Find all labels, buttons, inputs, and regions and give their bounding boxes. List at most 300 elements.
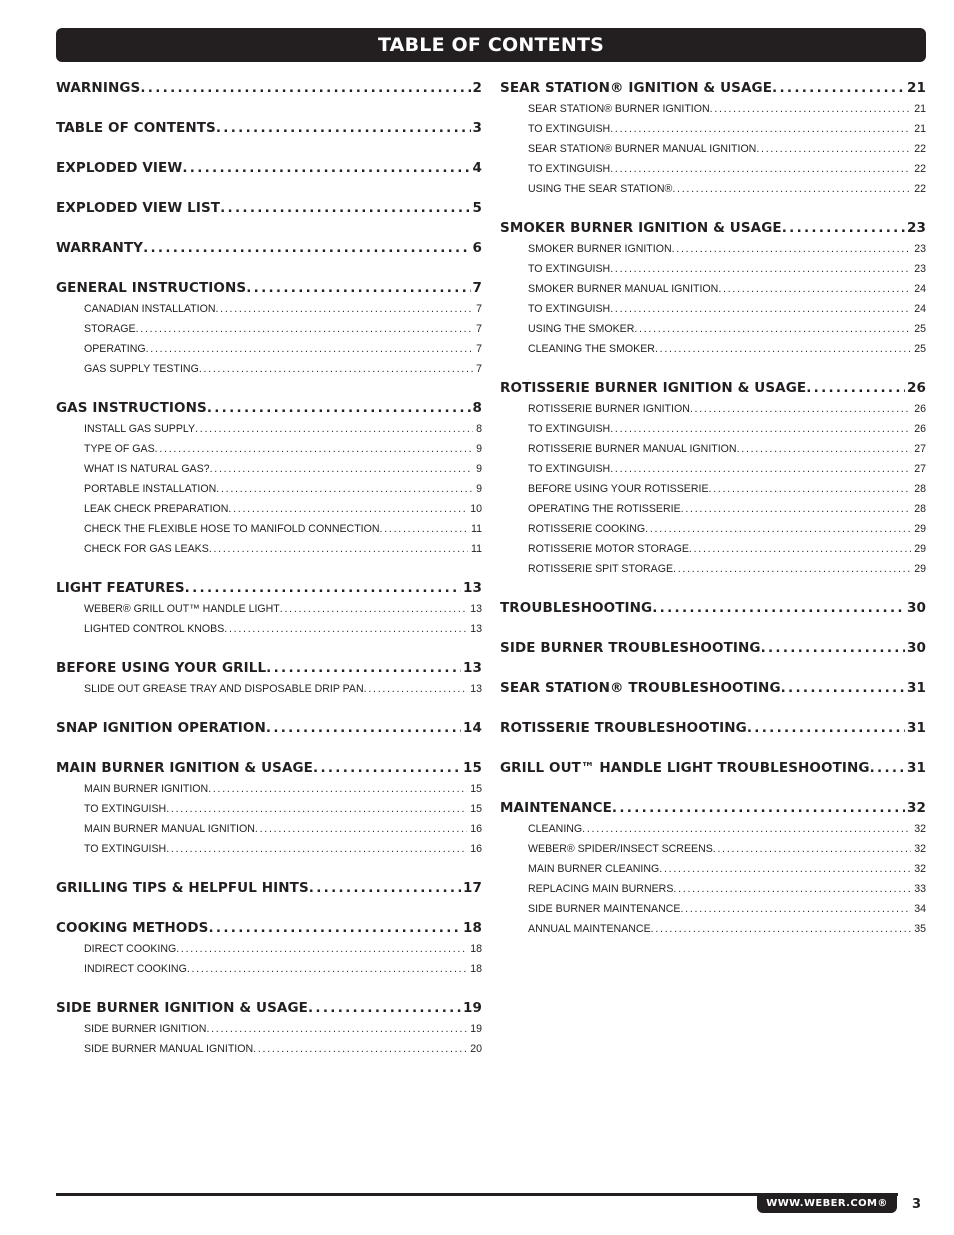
entry-label: SMOKER BURNER MANUAL IGNITION bbox=[528, 283, 719, 295]
page-ref: 19 bbox=[470, 1023, 482, 1035]
page-ref: 34 bbox=[914, 903, 926, 915]
dot-leader bbox=[737, 439, 912, 459]
dot-leader bbox=[187, 959, 467, 979]
dot-leader bbox=[710, 99, 912, 119]
dot-leader bbox=[224, 619, 467, 639]
toc-section-heading[interactable] bbox=[56, 758, 482, 779]
page-ref: 8 bbox=[472, 400, 482, 416]
entry-label: SIDE BURNER MANUAL IGNITION bbox=[84, 1043, 254, 1055]
dot-leader bbox=[690, 399, 911, 419]
page-ref: 10 bbox=[470, 503, 482, 515]
toc-section-heading[interactable] bbox=[56, 238, 482, 259]
page-ref: 17 bbox=[463, 880, 482, 896]
section-title: SNAP IGNITION OPERATION bbox=[56, 720, 266, 736]
toc-entry[interactable] bbox=[56, 479, 482, 499]
page-ref: 20 bbox=[470, 1043, 482, 1055]
toc-entry[interactable] bbox=[56, 839, 482, 859]
dot-leader bbox=[610, 159, 911, 179]
toc-section bbox=[56, 198, 482, 219]
page-ref: 29 bbox=[914, 543, 926, 555]
toc-section bbox=[56, 398, 482, 559]
toc-entry[interactable] bbox=[500, 459, 926, 479]
dot-leader bbox=[681, 499, 912, 519]
page-ref: 5 bbox=[472, 200, 482, 216]
dot-leader bbox=[645, 519, 911, 539]
toc-entry[interactable] bbox=[56, 519, 482, 539]
toc-entry[interactable] bbox=[56, 339, 482, 359]
page-ref: 18 bbox=[470, 943, 482, 955]
section-title: GRILLING TIPS & HELPFUL HINTS bbox=[56, 880, 309, 896]
entry-label: INDIRECT COOKING bbox=[84, 963, 187, 975]
dot-leader bbox=[673, 559, 911, 579]
toc-entry[interactable] bbox=[500, 419, 926, 439]
section-title: MAIN BURNER IGNITION & USAGE bbox=[56, 760, 314, 776]
dot-leader bbox=[610, 259, 911, 279]
page-ref: 26 bbox=[914, 403, 926, 415]
toc-section-heading[interactable] bbox=[56, 998, 482, 1019]
toc-entry[interactable] bbox=[500, 319, 926, 339]
dot-leader bbox=[228, 499, 467, 519]
toc-section-heading[interactable] bbox=[500, 378, 926, 399]
section-title: SIDE BURNER IGNITION & USAGE bbox=[56, 1000, 308, 1016]
toc-section-heading[interactable] bbox=[56, 718, 482, 739]
toc-section bbox=[500, 218, 926, 359]
page-ref: 9 bbox=[476, 443, 482, 455]
footer-url[interactable]: WWW.WEBER.COM® bbox=[766, 1197, 888, 1209]
page-ref: 35 bbox=[914, 923, 926, 935]
dot-leader bbox=[610, 419, 911, 439]
page-ref: 31 bbox=[907, 720, 926, 736]
toc-entry[interactable] bbox=[56, 819, 482, 839]
section-title: GAS INSTRUCTIONS bbox=[56, 400, 207, 416]
dot-leader bbox=[209, 918, 462, 939]
toc-entry[interactable] bbox=[56, 439, 482, 459]
page-ref: 25 bbox=[914, 323, 926, 335]
page-ref: 11 bbox=[471, 543, 482, 555]
entry-label: ROTISSERIE MOTOR STORAGE bbox=[528, 543, 689, 555]
toc-entry[interactable] bbox=[500, 879, 926, 899]
toc-entry[interactable] bbox=[500, 259, 926, 279]
page-ref: 31 bbox=[907, 760, 926, 776]
page-ref: 21 bbox=[914, 123, 926, 135]
toc-section bbox=[500, 598, 926, 619]
toc-section-heading[interactable] bbox=[56, 398, 482, 419]
page-ref: 7 bbox=[476, 303, 482, 315]
page-ref: 31 bbox=[907, 680, 926, 696]
page-title-bar bbox=[56, 28, 926, 62]
toc-entry[interactable] bbox=[500, 539, 926, 559]
entry-label: BEFORE USING YOUR ROTISSERIE bbox=[528, 483, 709, 495]
dot-leader bbox=[680, 899, 911, 919]
dot-leader bbox=[166, 799, 467, 819]
toc-entry[interactable] bbox=[500, 399, 926, 419]
entry-label: ROTISSERIE SPIT STORAGE bbox=[528, 563, 674, 575]
dot-leader bbox=[806, 378, 905, 399]
page-ref: 3 bbox=[472, 120, 482, 136]
entry-label: SIDE BURNER IGNITION bbox=[84, 1023, 207, 1035]
dot-leader bbox=[143, 238, 470, 259]
entry-label: MAIN BURNER CLEANING bbox=[528, 863, 660, 875]
toc-entry[interactable] bbox=[56, 779, 482, 799]
entry-label: WHAT IS NATURAL GAS? bbox=[84, 463, 210, 475]
entry-label: TO EXTINGUISH bbox=[528, 263, 611, 275]
dot-leader bbox=[582, 819, 911, 839]
footer-url-tag bbox=[757, 1193, 897, 1213]
page-ref: 27 bbox=[914, 443, 926, 455]
page-ref: 7 bbox=[476, 363, 482, 375]
toc-entry[interactable] bbox=[56, 539, 482, 559]
entry-label: CHECK THE FLEXIBLE HOSE TO MANIFOLD CONNECTION bbox=[84, 523, 380, 535]
dot-leader bbox=[612, 798, 905, 819]
toc-section-heading[interactable] bbox=[500, 638, 926, 659]
section-title: BEFORE USING YOUR GRILL bbox=[56, 660, 267, 676]
toc-entry[interactable] bbox=[500, 279, 926, 299]
page-ref: 21 bbox=[914, 103, 926, 115]
page-ref: 24 bbox=[914, 303, 926, 315]
toc-section-heading[interactable] bbox=[500, 598, 926, 619]
page-ref: 7 bbox=[476, 323, 482, 335]
dot-leader bbox=[207, 398, 471, 419]
section-title: COOKING METHODS bbox=[56, 920, 209, 936]
toc-section-heading[interactable] bbox=[500, 758, 926, 779]
entry-label: TO EXTINGUISH bbox=[528, 163, 611, 175]
toc-section-heading[interactable] bbox=[500, 218, 926, 239]
page-ref: 8 bbox=[476, 423, 482, 435]
page-ref: 2 bbox=[472, 80, 482, 96]
entry-label: SEAR STATION® BURNER IGNITION bbox=[528, 103, 710, 115]
toc-entry[interactable] bbox=[56, 679, 482, 699]
toc-section bbox=[56, 158, 482, 179]
page-ref: 15 bbox=[463, 760, 482, 776]
entry-label: USING THE SMOKER bbox=[528, 323, 635, 335]
toc-entry[interactable] bbox=[500, 559, 926, 579]
page-ref: 15 bbox=[470, 803, 482, 815]
toc-section-heading[interactable] bbox=[56, 578, 482, 599]
entry-label: WEBER® GRILL OUT™ HANDLE LIGHT bbox=[84, 603, 280, 615]
toc-section-heading[interactable] bbox=[56, 198, 482, 219]
toc-entry[interactable] bbox=[56, 619, 482, 639]
entry-label: LEAK CHECK PREPARATION bbox=[84, 503, 229, 515]
dot-leader bbox=[772, 78, 905, 99]
page-ref: 15 bbox=[470, 783, 482, 795]
section-title: EXPLODED VIEW bbox=[56, 160, 183, 176]
page-ref: 7 bbox=[476, 343, 482, 355]
toc-entry[interactable] bbox=[500, 819, 926, 839]
page-ref: 13 bbox=[463, 580, 482, 596]
section-title: LIGHT FEATURES bbox=[56, 580, 185, 596]
dot-leader bbox=[182, 158, 470, 179]
dot-leader bbox=[610, 459, 911, 479]
dot-leader bbox=[140, 78, 470, 99]
page-ref: 22 bbox=[914, 143, 926, 155]
toc-section-heading[interactable] bbox=[500, 678, 926, 699]
page-ref: 9 bbox=[476, 463, 482, 475]
page-ref: 19 bbox=[463, 1000, 482, 1016]
entry-label: TO EXTINGUISH bbox=[528, 303, 611, 315]
toc-section-heading[interactable] bbox=[56, 78, 482, 99]
page-ref: 28 bbox=[914, 503, 926, 515]
toc-section-heading[interactable] bbox=[56, 878, 482, 899]
entry-label: REPLACING MAIN BURNERS bbox=[528, 883, 674, 895]
page-ref: 13 bbox=[470, 603, 482, 615]
dot-leader bbox=[718, 279, 911, 299]
entry-label: USING THE SEAR STATION® bbox=[528, 183, 673, 195]
dot-leader bbox=[781, 678, 905, 699]
section-title: WARNINGS bbox=[56, 80, 141, 96]
dot-leader bbox=[220, 198, 470, 219]
toc-entry[interactable] bbox=[500, 299, 926, 319]
dot-leader bbox=[215, 299, 473, 319]
page-ref: 14 bbox=[463, 720, 482, 736]
section-title: GRILL OUT™ HANDLE LIGHT TROUBLESHOOTING bbox=[500, 760, 870, 776]
entry-label: DIRECT COOKING bbox=[84, 943, 177, 955]
section-title: SMOKER BURNER IGNITION & USAGE bbox=[500, 220, 782, 236]
toc-section bbox=[500, 378, 926, 579]
toc-section-heading[interactable] bbox=[56, 918, 482, 939]
dot-leader bbox=[713, 839, 911, 859]
toc-section bbox=[56, 758, 482, 859]
entry-label: INSTALL GAS SUPPLY bbox=[84, 423, 196, 435]
entry-label: CANADIAN INSTALLATION bbox=[84, 303, 216, 315]
dot-leader bbox=[280, 599, 467, 619]
section-title: GENERAL INSTRUCTIONS bbox=[56, 280, 247, 296]
dot-leader bbox=[672, 239, 912, 259]
dot-leader bbox=[166, 839, 467, 859]
dot-leader bbox=[208, 779, 467, 799]
dot-leader bbox=[651, 919, 912, 939]
entry-label: CHECK FOR GAS LEAKS bbox=[84, 543, 209, 555]
toc-section bbox=[500, 678, 926, 699]
dot-leader bbox=[610, 299, 911, 319]
toc-entry[interactable] bbox=[500, 859, 926, 879]
toc-section bbox=[56, 578, 482, 639]
dot-leader bbox=[313, 758, 461, 779]
toc-right-column bbox=[500, 78, 926, 958]
dot-leader bbox=[761, 638, 905, 659]
toc-section-heading[interactable] bbox=[500, 78, 926, 99]
section-title: TROUBLESHOOTING bbox=[500, 600, 653, 616]
page-title: TABLE OF CONTENTS bbox=[377, 34, 604, 56]
section-title: SIDE BURNER TROUBLESHOOTING bbox=[500, 640, 761, 656]
toc-entry[interactable] bbox=[56, 299, 482, 319]
toc-entry[interactable] bbox=[500, 519, 926, 539]
page-ref: 23 bbox=[914, 263, 926, 275]
entry-label: WEBER® SPIDER/INSECT SCREENS bbox=[528, 843, 713, 855]
entry-label: PORTABLE INSTALLATION bbox=[84, 483, 217, 495]
entry-label: TO EXTINGUISH bbox=[528, 423, 611, 435]
toc-entry[interactable] bbox=[56, 1019, 482, 1039]
toc-entry[interactable] bbox=[500, 919, 926, 939]
entry-label: MAIN BURNER IGNITION bbox=[84, 783, 209, 795]
page-ref: 23 bbox=[907, 220, 926, 236]
entry-label: OPERATING bbox=[84, 343, 146, 355]
page-ref: 26 bbox=[914, 423, 926, 435]
toc-entry[interactable] bbox=[500, 159, 926, 179]
page-ref: 16 bbox=[470, 843, 482, 855]
dot-leader bbox=[782, 218, 905, 239]
toc-section-heading[interactable] bbox=[56, 118, 482, 139]
page-ref: 29 bbox=[914, 523, 926, 535]
page-ref: 29 bbox=[914, 563, 926, 575]
toc-section bbox=[56, 238, 482, 259]
page-ref: 25 bbox=[914, 343, 926, 355]
dot-leader bbox=[210, 459, 474, 479]
page-ref: 9 bbox=[476, 483, 482, 495]
page-ref: 13 bbox=[470, 683, 482, 695]
toc-entry[interactable] bbox=[56, 959, 482, 979]
entry-label: STORAGE bbox=[84, 323, 136, 335]
entry-label: CLEANING THE SMOKER bbox=[528, 343, 655, 355]
page-ref: 23 bbox=[914, 243, 926, 255]
entry-label: SIDE BURNER MAINTENANCE bbox=[528, 903, 681, 915]
section-title: ROTISSERIE BURNER IGNITION & USAGE bbox=[500, 380, 807, 396]
page-ref: 32 bbox=[914, 823, 926, 835]
toc-entry[interactable] bbox=[500, 179, 926, 199]
toc-entry[interactable] bbox=[500, 479, 926, 499]
dot-leader bbox=[136, 319, 473, 339]
dot-leader bbox=[185, 578, 461, 599]
section-title: SEAR STATION® IGNITION & USAGE bbox=[500, 80, 773, 96]
dot-leader bbox=[246, 278, 470, 299]
page-ref: 11 bbox=[471, 523, 482, 535]
entry-label: TO EXTINGUISH bbox=[84, 803, 167, 815]
dot-leader bbox=[659, 859, 911, 879]
page-ref: 32 bbox=[907, 800, 926, 816]
toc-entry[interactable] bbox=[500, 99, 926, 119]
page-ref: 32 bbox=[914, 843, 926, 855]
page-ref: 27 bbox=[914, 463, 926, 475]
dot-leader bbox=[199, 359, 473, 379]
toc-entry[interactable] bbox=[56, 459, 482, 479]
page-ref: 33 bbox=[914, 883, 926, 895]
entry-label: MAIN BURNER MANUAL IGNITION bbox=[84, 823, 255, 835]
toc-section-heading[interactable] bbox=[56, 278, 482, 299]
entry-label: TO EXTINGUISH bbox=[528, 463, 611, 475]
page-ref: 6 bbox=[472, 240, 482, 256]
toc-entry[interactable] bbox=[56, 799, 482, 819]
toc-entry[interactable] bbox=[500, 839, 926, 859]
toc-section bbox=[56, 118, 482, 139]
toc-entry[interactable] bbox=[56, 499, 482, 519]
page-ref: 30 bbox=[907, 640, 926, 656]
dot-leader bbox=[216, 479, 473, 499]
toc-entry[interactable] bbox=[500, 439, 926, 459]
page-ref: 22 bbox=[914, 163, 926, 175]
dot-leader bbox=[364, 679, 468, 699]
toc-entry[interactable] bbox=[500, 139, 926, 159]
toc-entry[interactable] bbox=[56, 359, 482, 379]
dot-leader bbox=[308, 998, 461, 1019]
dot-leader bbox=[266, 718, 461, 739]
page-ref: 16 bbox=[470, 823, 482, 835]
toc-entry[interactable] bbox=[56, 599, 482, 619]
entry-label: SMOKER BURNER IGNITION bbox=[528, 243, 672, 255]
page-ref: 22 bbox=[914, 183, 926, 195]
dot-leader bbox=[195, 419, 473, 439]
entry-label: SLIDE OUT GREASE TRAY AND DISPOSABLE DRIP PAN bbox=[84, 683, 364, 695]
dot-leader bbox=[253, 1039, 467, 1059]
toc-section bbox=[56, 278, 482, 379]
toc-left-column bbox=[56, 78, 482, 1078]
entry-label: TYPE OF GAS bbox=[84, 443, 155, 455]
dot-leader bbox=[655, 339, 911, 359]
page-ref: 4 bbox=[472, 160, 482, 176]
toc-section-heading[interactable] bbox=[56, 658, 482, 679]
toc-section bbox=[56, 718, 482, 739]
entry-label: SEAR STATION® BURNER MANUAL IGNITION bbox=[528, 143, 757, 155]
dot-leader bbox=[672, 179, 911, 199]
toc-section bbox=[56, 998, 482, 1059]
dot-leader bbox=[652, 598, 905, 619]
toc-entry[interactable] bbox=[500, 239, 926, 259]
section-title: MAINTENANCE bbox=[500, 800, 612, 816]
page-number: 3 bbox=[912, 1197, 922, 1212]
dot-leader bbox=[634, 319, 911, 339]
section-title: TABLE OF CONTENTS bbox=[56, 120, 216, 136]
entry-label: ROTISSERIE BURNER IGNITION bbox=[528, 403, 690, 415]
entry-label: TO EXTINGUISH bbox=[84, 843, 167, 855]
page-ref: 24 bbox=[914, 283, 926, 295]
page-ref: 7 bbox=[472, 280, 482, 296]
section-title: ROTISSERIE TROUBLESHOOTING bbox=[500, 720, 747, 736]
entry-label: GAS SUPPLY TESTING bbox=[84, 363, 199, 375]
toc-section-heading[interactable] bbox=[500, 718, 926, 739]
toc-entry[interactable] bbox=[500, 339, 926, 359]
toc-section bbox=[500, 718, 926, 739]
toc-entry[interactable] bbox=[500, 899, 926, 919]
entry-label: CLEANING bbox=[528, 823, 583, 835]
toc-entry[interactable] bbox=[56, 1039, 482, 1059]
toc-entry[interactable] bbox=[56, 319, 482, 339]
entry-label: ROTISSERIE BURNER MANUAL IGNITION bbox=[528, 443, 737, 455]
toc-entry[interactable] bbox=[56, 939, 482, 959]
dot-leader bbox=[209, 539, 468, 559]
toc-entry[interactable] bbox=[500, 499, 926, 519]
page-ref: 32 bbox=[914, 863, 926, 875]
page-ref: 13 bbox=[463, 660, 482, 676]
toc-section bbox=[500, 758, 926, 779]
page-ref: 28 bbox=[914, 483, 926, 495]
toc-section-heading[interactable] bbox=[56, 158, 482, 179]
toc-section bbox=[56, 658, 482, 699]
dot-leader bbox=[206, 1019, 467, 1039]
dot-leader bbox=[709, 479, 912, 499]
dot-leader bbox=[673, 879, 911, 899]
toc-entry[interactable] bbox=[500, 119, 926, 139]
toc-section bbox=[500, 638, 926, 659]
toc-section bbox=[500, 798, 926, 939]
dot-leader bbox=[216, 118, 471, 139]
page-ref: 30 bbox=[907, 600, 926, 616]
entry-label: LIGHTED CONTROL KNOBS bbox=[84, 623, 225, 635]
entry-label: OPERATING THE ROTISSERIE bbox=[528, 503, 681, 515]
toc-section bbox=[56, 78, 482, 99]
toc-section-heading[interactable] bbox=[500, 798, 926, 819]
dot-leader bbox=[309, 878, 461, 899]
entry-label: ANNUAL MAINTENANCE bbox=[528, 923, 651, 935]
toc-section bbox=[56, 918, 482, 979]
dot-leader bbox=[176, 939, 467, 959]
dot-leader bbox=[255, 819, 467, 839]
page-ref: 26 bbox=[907, 380, 926, 396]
section-title: EXPLODED VIEW LIST bbox=[56, 200, 221, 216]
dot-leader bbox=[610, 119, 911, 139]
dot-leader bbox=[689, 539, 911, 559]
dot-leader bbox=[155, 439, 473, 459]
toc-entry[interactable] bbox=[56, 419, 482, 439]
dot-leader bbox=[870, 758, 905, 779]
dot-leader bbox=[747, 718, 905, 739]
